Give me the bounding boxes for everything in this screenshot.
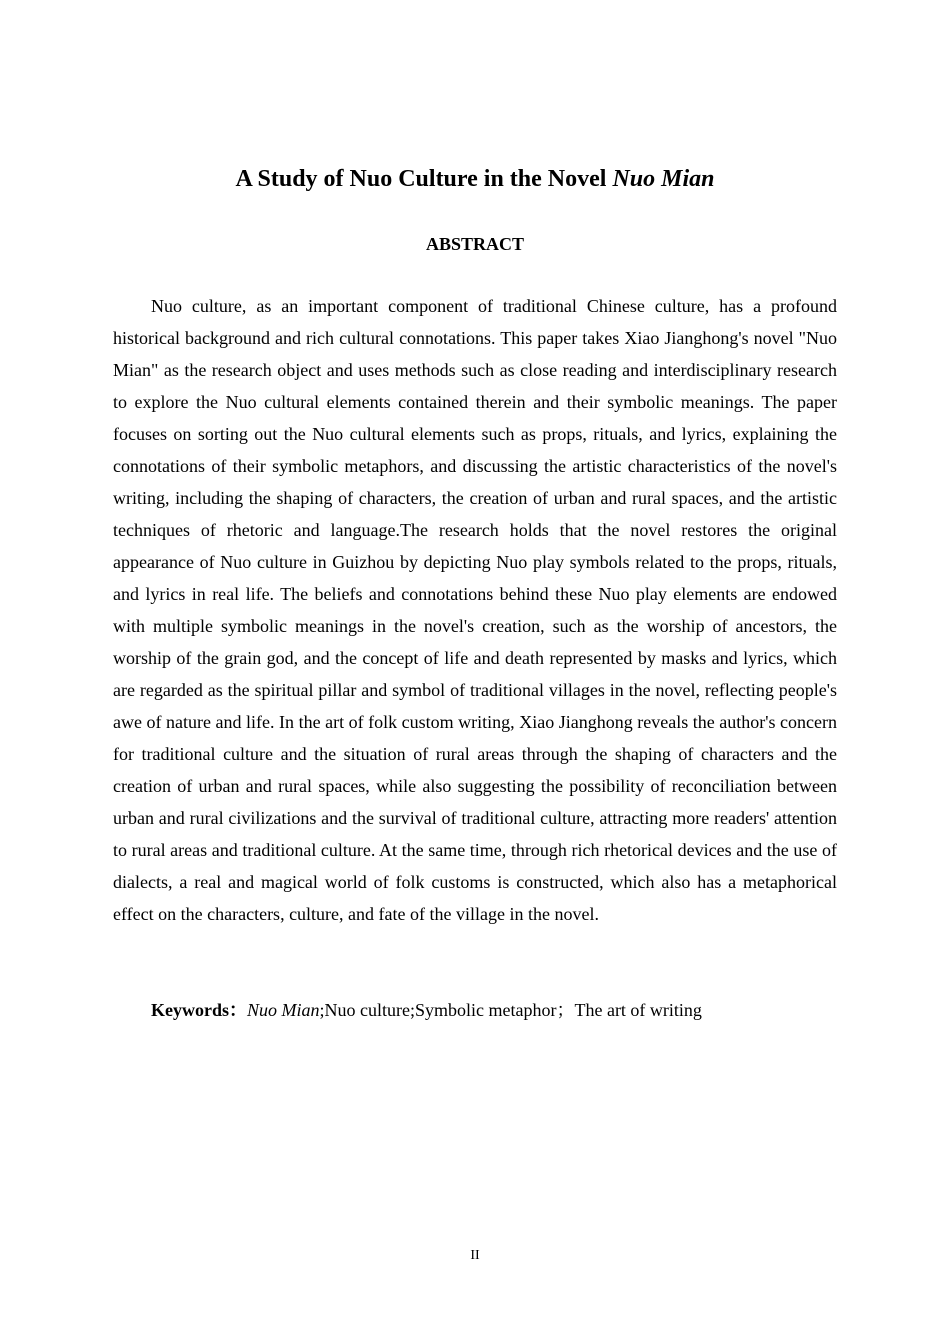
keywords-line xyxy=(151,994,841,1026)
paper-title-main: A Study of Nuo Culture in the Novel xyxy=(235,166,613,192)
keywords-list: ;Nuo culture;Symbolic metaphor；The art of writing xyxy=(319,1000,702,1020)
abstract-body: Nuo culture, as an important component of traditional Chinese culture, has a profound historical background and rich cultural connotations. This paper takes Xiao Jianghong's novel "Nuo Mian" as the research object and uses methods such as close reading and interdisciplinary research to explore the Nuo cultural elements contained therein and their symbolic meanings. The paper focuses on sorting out the Nuo cultural elements such as props, rituals, and lyrics, explaining the connotations of their symbolic metaphors, and discussing the artistic characteristics of the novel's writing, including the shaping of characters, the creation of urban and rural spaces, and the artistic techniques of rhetoric and language.The research holds that the novel restores the original appearance of Nuo culture in Guizhou by depicting Nuo play symbols related to the props, rituals, and lyrics in real life. The beliefs and connotations behind these Nuo play elements are endowed with multiple symbolic meanings in the novel's creation, such as the worship of ancestors, the worship of the grain god, and the concept of life and death represented by masks and lyrics, which are regarded as the spiritual pillar and symbol of traditional villages in the novel, reflecting people's awe of nature and life. In the art of folk custom writing, Xiao Jianghong reveals the author's concern for traditional culture and the situation of rural areas through the shaping of characters and the creation of urban and rural spaces, while also suggesting the possibility of reconciliation between urban and rural civilizations and the survival of traditional culture, attracting more readers' attention to rural areas and traditional culture. At the same time, through rich rhetorical devices and the use of dialects, a real and magical world of folk customs is constructed, which also has a metaphorical effect on the characters, culture, and fate of the village in the novel. xyxy=(113,296,837,924)
abstract-heading: ABSTRACT xyxy=(425,234,525,254)
keywords-label: Keywords： xyxy=(151,1000,247,1020)
keyword-novel-name: Nuo Mian xyxy=(247,1000,320,1020)
paper-title xyxy=(0,162,950,196)
paper-title-novel-name: Nuo Mian xyxy=(612,166,715,192)
page-number: II xyxy=(470,1248,480,1263)
